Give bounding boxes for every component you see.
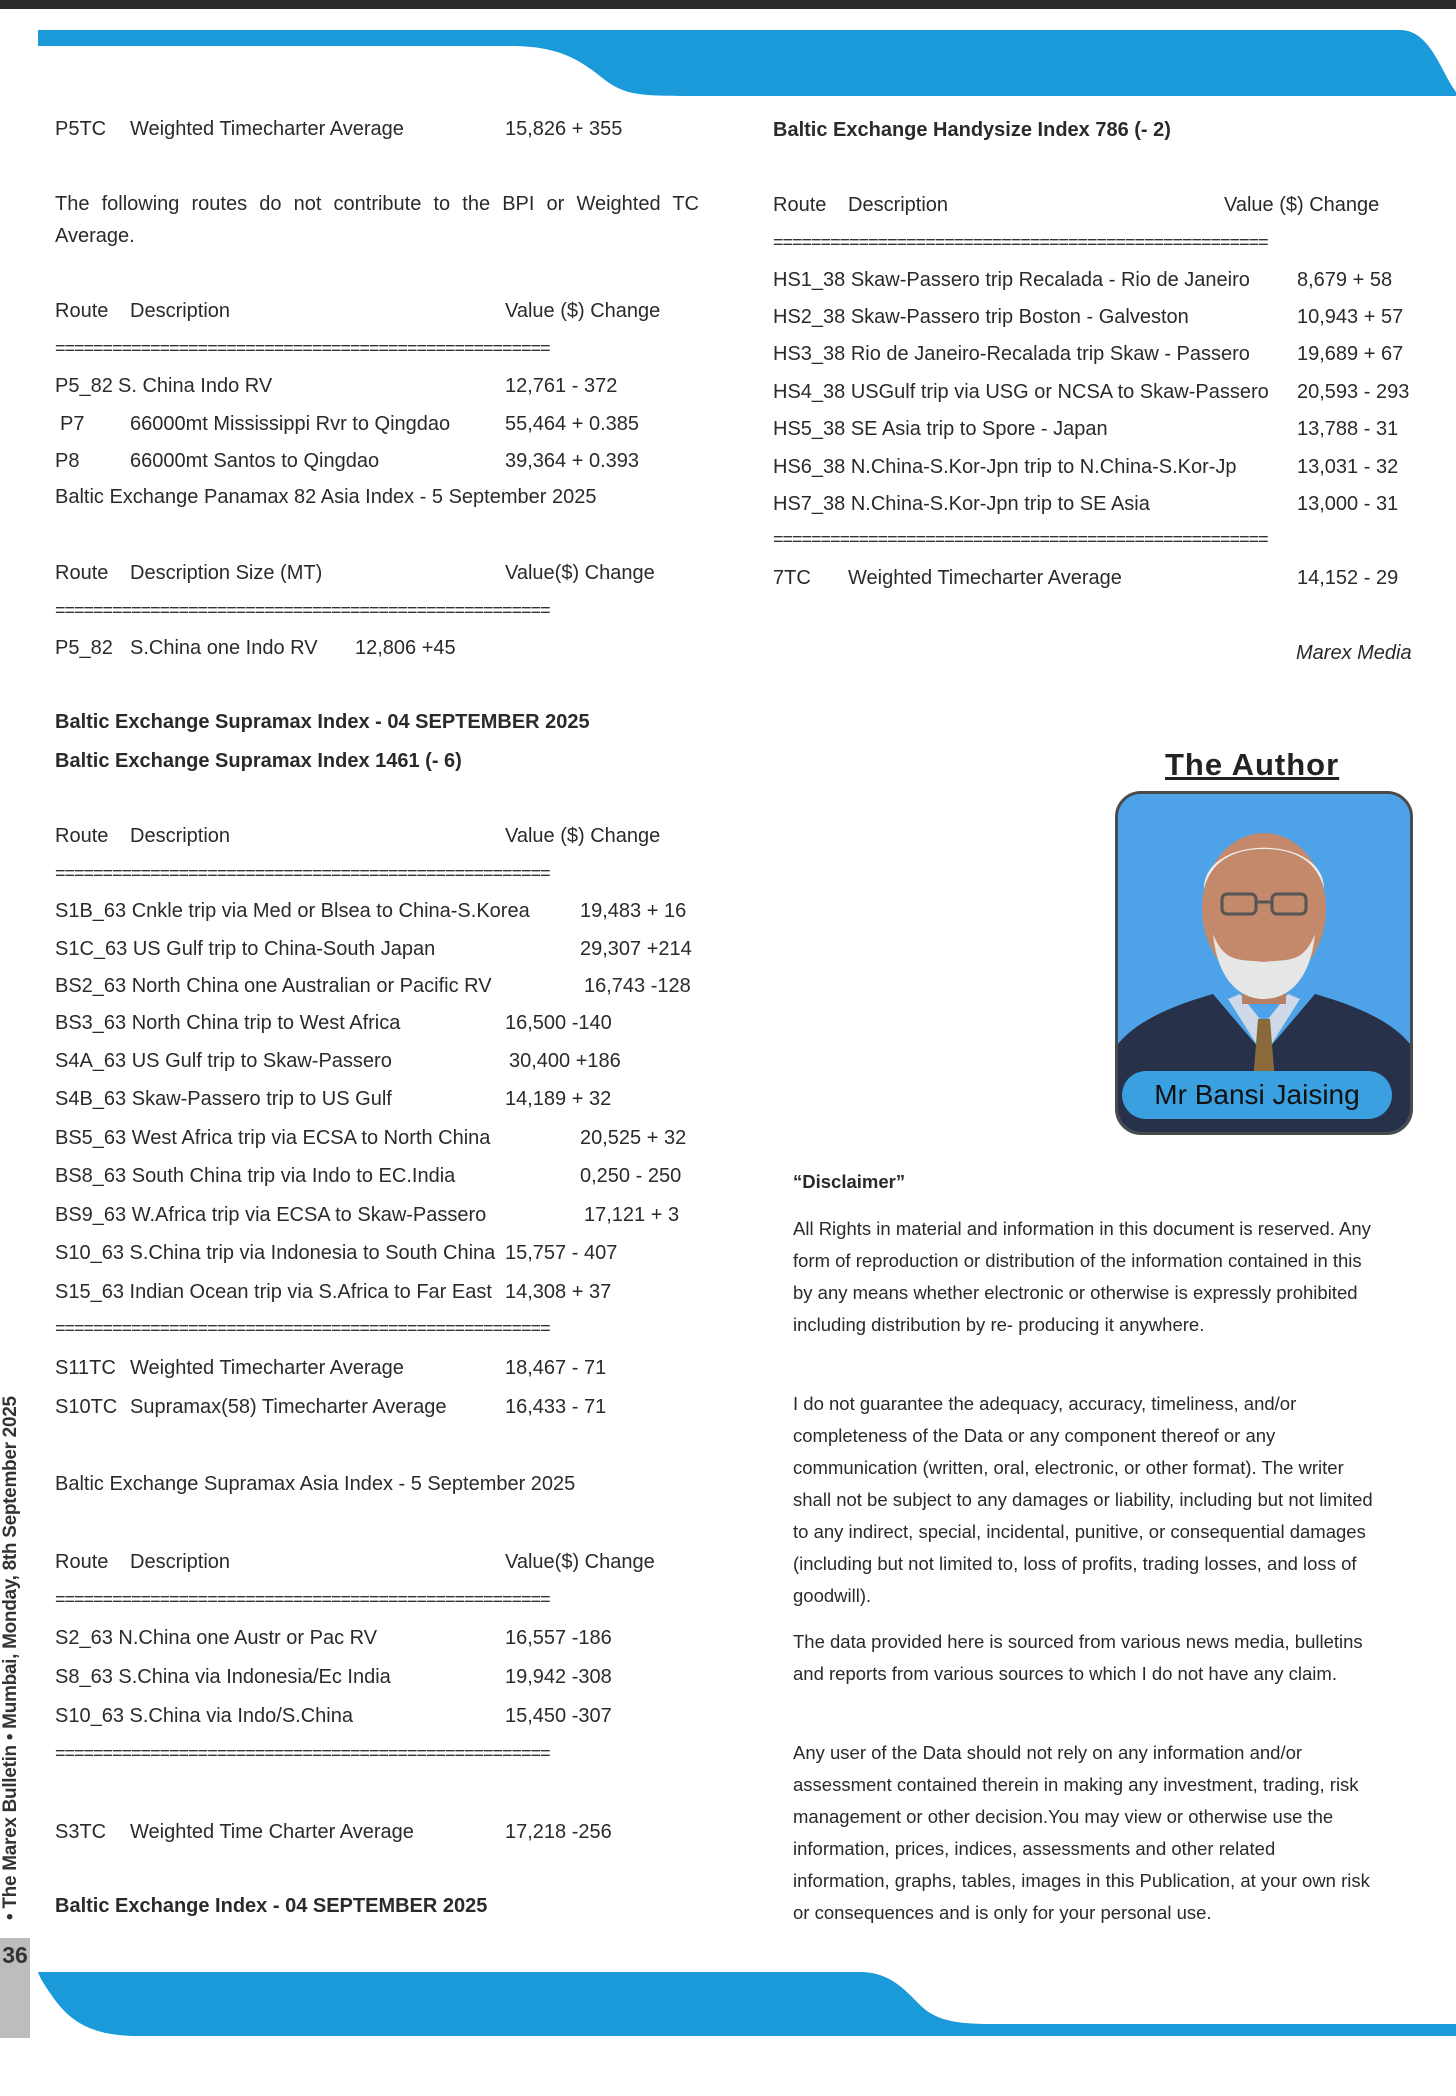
handysize-row-text: HS5_38 SE Asia trip to Spore - Japan — [773, 418, 1108, 440]
table1-row-value: 12,761 - 372 — [505, 375, 618, 397]
handysize-row-value: 10,943 + 57 — [1297, 306, 1404, 328]
table2-header-route: Route — [55, 562, 109, 584]
author-name: Mr Bansi Jaising — [1122, 1071, 1392, 1119]
table4-separator: ==================================================== — [55, 1589, 550, 1609]
table3-row-text: BS9_63 W.Africa trip via ECSA to Skaw-Passero — [55, 1204, 487, 1226]
table3-row-value: 14,189 + 32 — [505, 1088, 612, 1110]
supramax-title-2: Baltic Exchange Supramax Index 1461 (- 6) — [55, 750, 462, 772]
table4-row-value: 15,450 -307 — [505, 1705, 612, 1727]
table3-row-text: S4B_63 Skaw-Passero trip to US Gulf — [55, 1088, 392, 1110]
table3-total-desc: Supramax(58) Timecharter Average — [130, 1396, 447, 1418]
table3-row-text: BS2_63 North China one Australian or Pacific RV — [55, 975, 492, 997]
source-credit: Marex Media — [1296, 642, 1412, 664]
handysize-row-text: HS3_38 Rio de Janeiro-Recalada trip Skaw - Passero — [773, 343, 1250, 365]
author-heading: The Author — [1165, 747, 1340, 782]
handysize-row-value: 8,679 + 58 — [1297, 269, 1393, 291]
handysize-row-value: 20,593 - 293 — [1297, 381, 1410, 403]
table3-row-value: 29,307 +214 — [580, 938, 692, 960]
table4-row-text: S2_63 N.China one Austr or Pac RV — [55, 1627, 378, 1649]
table3-row-text: BS3_63 North China trip to West Africa — [55, 1012, 401, 1034]
table4-total-code: S3TC — [55, 1821, 107, 1843]
table2-header-value: Value($) Change — [505, 562, 655, 584]
table4-row-value: 19,942 -308 — [505, 1666, 612, 1688]
handysize-header-desc: Description — [848, 194, 949, 216]
handysize-separator: ==================================================== — [773, 232, 1268, 252]
footer-wave — [0, 1960, 1456, 2040]
handysize-row-text: HS2_38 Skaw-Passero trip Boston - Galveston — [773, 306, 1189, 328]
table3-row-text: S10_63 S.China trip via Indonesia to South China — [55, 1242, 496, 1264]
handysize-row-value: 13,000 - 31 — [1297, 493, 1399, 515]
table3-row-text: BS5_63 West Africa trip via ECSA to North China — [55, 1127, 491, 1149]
table3-row-value: 17,121 + 3 — [584, 1204, 680, 1226]
table1-row-code: P8 — [55, 450, 80, 472]
table3-total-code: S10TC — [55, 1396, 118, 1418]
table2-header-desc: Description Size (MT) — [130, 562, 323, 584]
table4-header-value: Value($) Change — [505, 1551, 655, 1573]
note-line1: The following routes do not contribute to the BPI or Weighted TC — [55, 193, 699, 215]
table3-total-code: S11TC — [55, 1357, 116, 1379]
table4-row-text: S10_63 S.China via Indo/S.China — [55, 1705, 353, 1727]
table4-row-text: S8_63 S.China via Indonesia/Ec India — [55, 1666, 391, 1688]
p5tc-desc: Weighted Timecharter Average — [130, 118, 404, 140]
table3-row-text: S15_63 Indian Ocean trip via S.Africa to Far East — [55, 1281, 492, 1303]
table3-row-text: S4A_63 US Gulf trip to Skaw-Passero — [55, 1050, 392, 1072]
handysize-row-value: 13,788 - 31 — [1297, 418, 1399, 440]
table3-row-text: S1B_63 Cnkle trip via Med or Blsea to China-S.Korea — [55, 900, 530, 922]
table3-row-value: 16,743 -128 — [584, 975, 691, 997]
page-number: 36 — [2, 1942, 28, 1968]
disclaimer-paragraph: The data provided here is sourced from various news media, bulletins and reports from various sources to which I do not have any claim. — [793, 1631, 1363, 1684]
handysize-row-text: HS7_38 N.China-S.Kor-Jpn trip to SE Asia — [773, 493, 1150, 515]
table3-row-value: 0,250 - 250 — [580, 1165, 682, 1187]
handysize-row-text: HS1_38 Skaw-Passero trip Recalada - Rio de Janeiro — [773, 269, 1250, 291]
disclaimer-paragraph: Any user of the Data should not rely on any information and/or assessment contained therein in making any investment, trading, risk management or other decision.You may view or otherwise use the information, prices, indices, assessments and other related information, graphs, tables, images in this Publication, at your own risk or consequences and is only for your personal use. — [793, 1742, 1370, 1923]
handysize-row-text: HS6_38 N.China-S.Kor-Jpn trip to N.China-S.Kor-Jp — [773, 456, 1237, 478]
table1-row-code: P5_82 — [55, 375, 113, 397]
handysize-total-code: 7TC — [773, 567, 811, 589]
table3-row-text: BS8_63 South China trip via Indo to EC.India — [55, 1165, 456, 1187]
handysize-row-value: 13,031 - 32 — [1297, 456, 1399, 478]
handysize-row-text: HS4_38 USGulf trip via USG or NCSA to Skaw-Passero — [773, 381, 1269, 403]
table3-total-desc: Weighted Timecharter Average — [130, 1357, 404, 1379]
handysize-total-desc: Weighted Timecharter Average — [848, 567, 1122, 589]
p5tc-value: 15,826 + 355 — [505, 118, 623, 140]
handysize-total-value: 14,152 - 29 — [1297, 567, 1399, 589]
table3-header-desc: Description — [130, 825, 231, 847]
handysize-header-value: Value ($) Change — [1224, 194, 1380, 216]
supramax-asia-title: Baltic Exchange Supramax Asia Index - 5 September 2025 — [55, 1473, 576, 1495]
handysize-row-value: 19,689 + 67 — [1297, 343, 1404, 365]
table1-row-desc: 66000mt Santos to Qingdao — [130, 450, 380, 472]
table4-total-value: 17,218 -256 — [505, 1821, 612, 1843]
table3-row-text: S1C_63 US Gulf trip to China-South Japan — [55, 938, 436, 960]
table4-total-desc: Weighted Time Charter Average — [130, 1821, 414, 1843]
table2-row-code: P5_82 — [55, 637, 113, 659]
header-wave — [0, 0, 1456, 100]
table3-row-value: 19,483 + 16 — [580, 900, 687, 922]
table1-row-code: P7 — [60, 413, 85, 435]
note-line2: Average. — [55, 225, 135, 247]
table4-header-route: Route — [55, 1551, 109, 1573]
table3-row-value: 14,308 + 37 — [505, 1281, 612, 1303]
disclaimer-paragraph: All Rights in material and information in this document is reserved. Any form of reproduction or distribution of the information contained in this by any means whether electronic or otherwise is expressly prohibited including distribution by re- producing it anywhere. — [793, 1218, 1371, 1335]
handysize-title: Baltic Exchange Handysize Index 786 (- 2) — [773, 119, 1171, 141]
handysize-separator: ==================================================== — [773, 529, 1268, 549]
disclaimer-title: “Disclaimer” — [793, 1171, 906, 1192]
table1-row-desc: 66000mt Mississippi Rvr to Qingdao — [130, 413, 451, 435]
table2-row-desc: S.China one Indo RV — [130, 637, 318, 659]
table1-header-value: Value ($) Change — [505, 300, 661, 322]
table4-row-value: 16,557 -186 — [505, 1627, 612, 1649]
table3-total-value: 18,467 - 71 — [505, 1357, 607, 1379]
table2-row-value: 12,806 +45 — [355, 637, 456, 659]
sidebar-publication-text: • The Marex Bulletin • Mumbai, Monday, 8th September 2025 — [0, 1396, 21, 1920]
table1-header-desc: Description — [130, 300, 231, 322]
table3-separator: ==================================================== — [55, 1318, 550, 1338]
table3-header-value: Value ($) Change — [505, 825, 661, 847]
handysize-header-route: Route — [773, 194, 827, 216]
table3-row-value: 15,757 - 407 — [505, 1242, 618, 1264]
table2-separator: ==================================================== — [55, 600, 550, 620]
table3-row-value: 16,500 -140 — [505, 1012, 612, 1034]
supramax-title-1: Baltic Exchange Supramax Index - 04 SEPTEMBER 2025 — [55, 711, 590, 733]
table3-header-route: Route — [55, 825, 109, 847]
baltic-index-title: Baltic Exchange Index - 04 SEPTEMBER 2025 — [55, 1895, 488, 1917]
table3-total-value: 16,433 - 71 — [505, 1396, 607, 1418]
table3-row-value: 20,525 + 32 — [580, 1127, 687, 1149]
table1-row-desc: S. China Indo RV — [118, 375, 273, 397]
table3-separator: ==================================================== — [55, 863, 550, 883]
table1-header-route: Route — [55, 300, 109, 322]
table3-row-value: 30,400 +186 — [509, 1050, 621, 1072]
table1-separator: ==================================================== — [55, 338, 550, 358]
disclaimer-paragraph: I do not guarantee the adequacy, accuracy, timeliness, and/or completeness of the Data or any component thereof or any communication (written, oral, electronic, or other format). The writer shall not be subject to any damages or liability, including but not limited to any indirect, special, incidental, punitive, or consequential damages (including but not limited to, loss of profits, trading losses, and loss of goodwill). — [793, 1393, 1373, 1606]
p5tc-code: P5TC — [55, 118, 107, 140]
table4-header-desc: Description — [130, 1551, 231, 1573]
table4-separator: ==================================================== — [55, 1743, 550, 1763]
panamax-asia-title: Baltic Exchange Panamax 82 Asia Index - 5 September 2025 — [55, 486, 597, 508]
table1-row-value: 39,364 + 0.393 — [505, 450, 640, 472]
table1-row-value: 55,464 + 0.385 — [505, 413, 640, 435]
